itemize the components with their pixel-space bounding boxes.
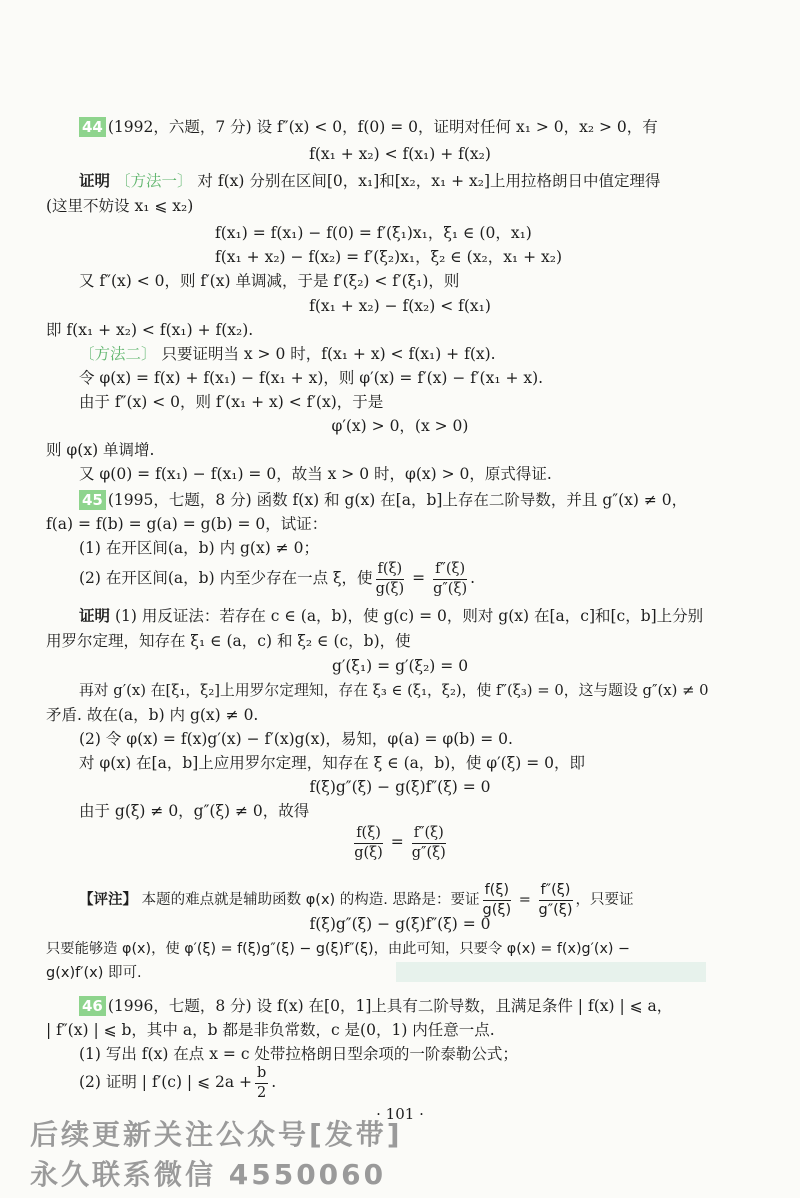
- problem-44-statement: [79, 116, 658, 138]
- fraction: $\frac{f''(\xi)}{g''(\xi)}$: [411, 824, 446, 861]
- comment-text: g(x)f′(x) 即可.: [46, 965, 142, 981]
- problem-45-statement: [79, 489, 687, 511]
- text-line: (这里不妨设 x₁ ⩽ x₂): [46, 197, 194, 215]
- highlight-strip: [396, 962, 706, 982]
- watermark-line-2: 永久联系微信 4550060: [30, 1158, 387, 1191]
- text-line: 由于 g(ξ) ≠ 0，g″(ξ) ≠ 0，故得: [79, 802, 310, 820]
- fraction: $\frac{f(\xi)}{g(\xi)}$: [354, 824, 383, 861]
- method-label: 〔方法一〕: [114, 172, 193, 190]
- fraction-equation: $\frac{f(\xi)}{g(\xi)}$ = $\frac{f''(\xi)}{g''(\xi)}$: [354, 824, 446, 861]
- text-line: f(a) = f(b) = g(a) = g(b) = 0，试证：: [46, 515, 328, 533]
- watermark-line-1: 后续更新关注公众号[发带]: [30, 1118, 403, 1151]
- page-number: · 101 ·: [376, 1105, 424, 1123]
- proof-text: (1) 用反证法：若存在 c ∈ (a，b)，使 g(c) = 0，则对 g(x) 在[a，c]和[c，b]上分别: [114, 607, 704, 625]
- proof-text: 对 f(x) 分别在区间[0，x₁]和[x₂，x₁ + x₂]上用拉格朗日中值定理得: [197, 172, 661, 190]
- proof-label: 证明: [79, 172, 111, 190]
- inequality: f(x₁ + x₂) < f(x₁) + f(x₂): [309, 145, 491, 163]
- text-line: 由于 f″(x) < 0，则 f′(x₁ + x) < f′(x)，于是: [79, 393, 384, 411]
- text-line: 令 φ(x) = f(x) + f(x₁) − f(x₁ + x)，则 φ′(x) = f′(x) − f′(x₁ + x).: [79, 369, 544, 387]
- equation: f(x₁) = f(x₁) − f(0) = f′(ξ₁)x₁，ξ₁ ∈ (0，x₁): [215, 224, 532, 242]
- proof-method-1: [79, 170, 661, 192]
- problem-text: (1992，六题，7 分) 设 f″(x) < 0，f(0) = 0，证明对任何 x₁ > 0，x₂ > 0，有: [107, 118, 658, 136]
- equation: f(x₁ + x₂) − f(x₂) < f(x₁): [309, 297, 491, 315]
- text-line: (2) 令 φ(x) = f(x)g′(x) − f′(x)g(x)，易知，φ(a) = φ(b) = 0.: [79, 730, 513, 748]
- comment-text: 本题的难点就是辅助函数 φ(x) 的构造. 思路是：要证: [141, 892, 480, 908]
- comment-note: 【评注】 本题的难点就是辅助函数 φ(x) 的构造. 思路是：要证 $\frac{f(\xi)}{g(\xi)}$ = $\frac{f''(\xi)}{g''(\xi)}$ ，只要证: [79, 881, 634, 918]
- problem-number-badge: 44: [79, 117, 106, 137]
- text-line: 用罗尔定理，知存在 ξ₁ ∈ (a，c) 和 ξ₂ ∈ (c，b)，使: [46, 632, 411, 650]
- text-line: 再对 g′(x) 在[ξ₁，ξ₂]上用罗尔定理知，存在 ξ₃ ∈ (ξ₁，ξ₂)，使 f″(ξ₃) = 0，这与题设 g″(x) ≠ 0: [79, 682, 709, 699]
- text-line: 则 φ(x) 单调增.: [46, 441, 155, 459]
- fraction: $\frac{f(\xi)}{g(\xi)}$: [375, 560, 405, 597]
- problem-text: (1996，七题，8 分) 设 f(x) 在[0，1]上具有二阶导数，且满足条件 | f(x) | ⩽ a，: [107, 997, 673, 1015]
- proof-part-1: [79, 605, 703, 627]
- proof-text: 只要证明当 x > 0 时，f(x₁ + x) < f(x₁) + f(x).: [161, 345, 496, 363]
- question-1: (1) 在开区间(a，b) 内 g(x) ≠ 0；: [79, 539, 319, 557]
- equation: f(ξ)g″(ξ) − g(ξ)f″(ξ) = 0: [309, 915, 491, 933]
- method-label: 〔方法二〕: [79, 345, 157, 363]
- problem-number-badge: 46: [79, 996, 106, 1016]
- equation: φ′(x) > 0，(x > 0): [331, 417, 469, 435]
- equation: f(ξ)g″(ξ) − g(ξ)f″(ξ) = 0: [309, 778, 491, 796]
- question-text: (2) 在开区间(a，b) 内至少存在一点 ξ，使: [79, 569, 373, 587]
- fraction: $\frac{f(\xi)}{g(\xi)}$: [482, 881, 512, 918]
- text-line: 即 f(x₁ + x₂) < f(x₁) + f(x₂).: [46, 321, 254, 339]
- text-line: 对 φ(x) 在[a，b]上应用罗尔定理，知存在 ξ ∈ (a，b)，使 φ′(ξ) = 0，即: [79, 754, 585, 772]
- text-line: 矛盾. 故在(a，b) 内 g(x) ≠ 0.: [46, 706, 259, 724]
- text-line: 又 f″(x) < 0，则 f′(x) 单调减，于是 f′(ξ₂) < f′(ξ₁)，则: [79, 272, 460, 290]
- fraction: $\frac{b}{2}$: [257, 1064, 267, 1101]
- text-line: 又 φ(0) = f(x₁) − f(x₁) = 0，故当 x > 0 时，φ(x) > 0，原式得证.: [79, 465, 552, 483]
- problem-46-statement: [79, 995, 672, 1017]
- equation: g′(ξ₁) = g′(ξ₂) = 0: [331, 657, 469, 675]
- fraction: $\frac{f''(\xi)}{g''(\xi)}$: [538, 881, 573, 918]
- proof-label: 证明: [79, 607, 111, 625]
- problem-number-badge: 45: [79, 490, 106, 510]
- comment-label: 【评注】: [79, 892, 137, 908]
- text-line: | f″(x) | ⩽ b，其中 a，b 都是非负常数，c 是(0，1) 内任意一点.: [46, 1021, 495, 1039]
- problem-text: (1995，七题，8 分) 函数 f(x) 和 g(x) 在[a，b]上存在二阶导数，并且 g″(x) ≠ 0，: [107, 491, 688, 509]
- question-1: (1) 写出 f(x) 在点 x = c 处带拉格朗日型余项的一阶泰勒公式；: [79, 1045, 518, 1063]
- question-text: (2) 证明 | f′(c) | ⩽ 2a +: [79, 1073, 252, 1091]
- proof-method-2: [79, 343, 496, 365]
- fraction: $\frac{f''(\xi)}{g''(\xi)}$: [433, 560, 468, 597]
- equation: f(x₁ + x₂) − f(x₂) = f′(ξ₂)x₁，ξ₂ ∈ (x₂，x₁ + x₂): [215, 248, 562, 266]
- question-2: (2) 在开区间(a，b) 内至少存在一点 ξ，使 $\frac{f(\xi)}{g(\xi)}$ = $\frac{f''(\xi)}{g''(\xi)}$ .: [79, 560, 476, 597]
- question-2: (2) 证明 | f′(c) | ⩽ 2a + $\frac{b}{2}$ .: [79, 1064, 277, 1101]
- comment-text: 只要能够造 φ(x)，使 φ′(ξ) = f(ξ)g″(ξ) − g(ξ)f″(ξ)，由此可知，只要令 φ(x) = f(x)g′(x) −: [46, 941, 631, 957]
